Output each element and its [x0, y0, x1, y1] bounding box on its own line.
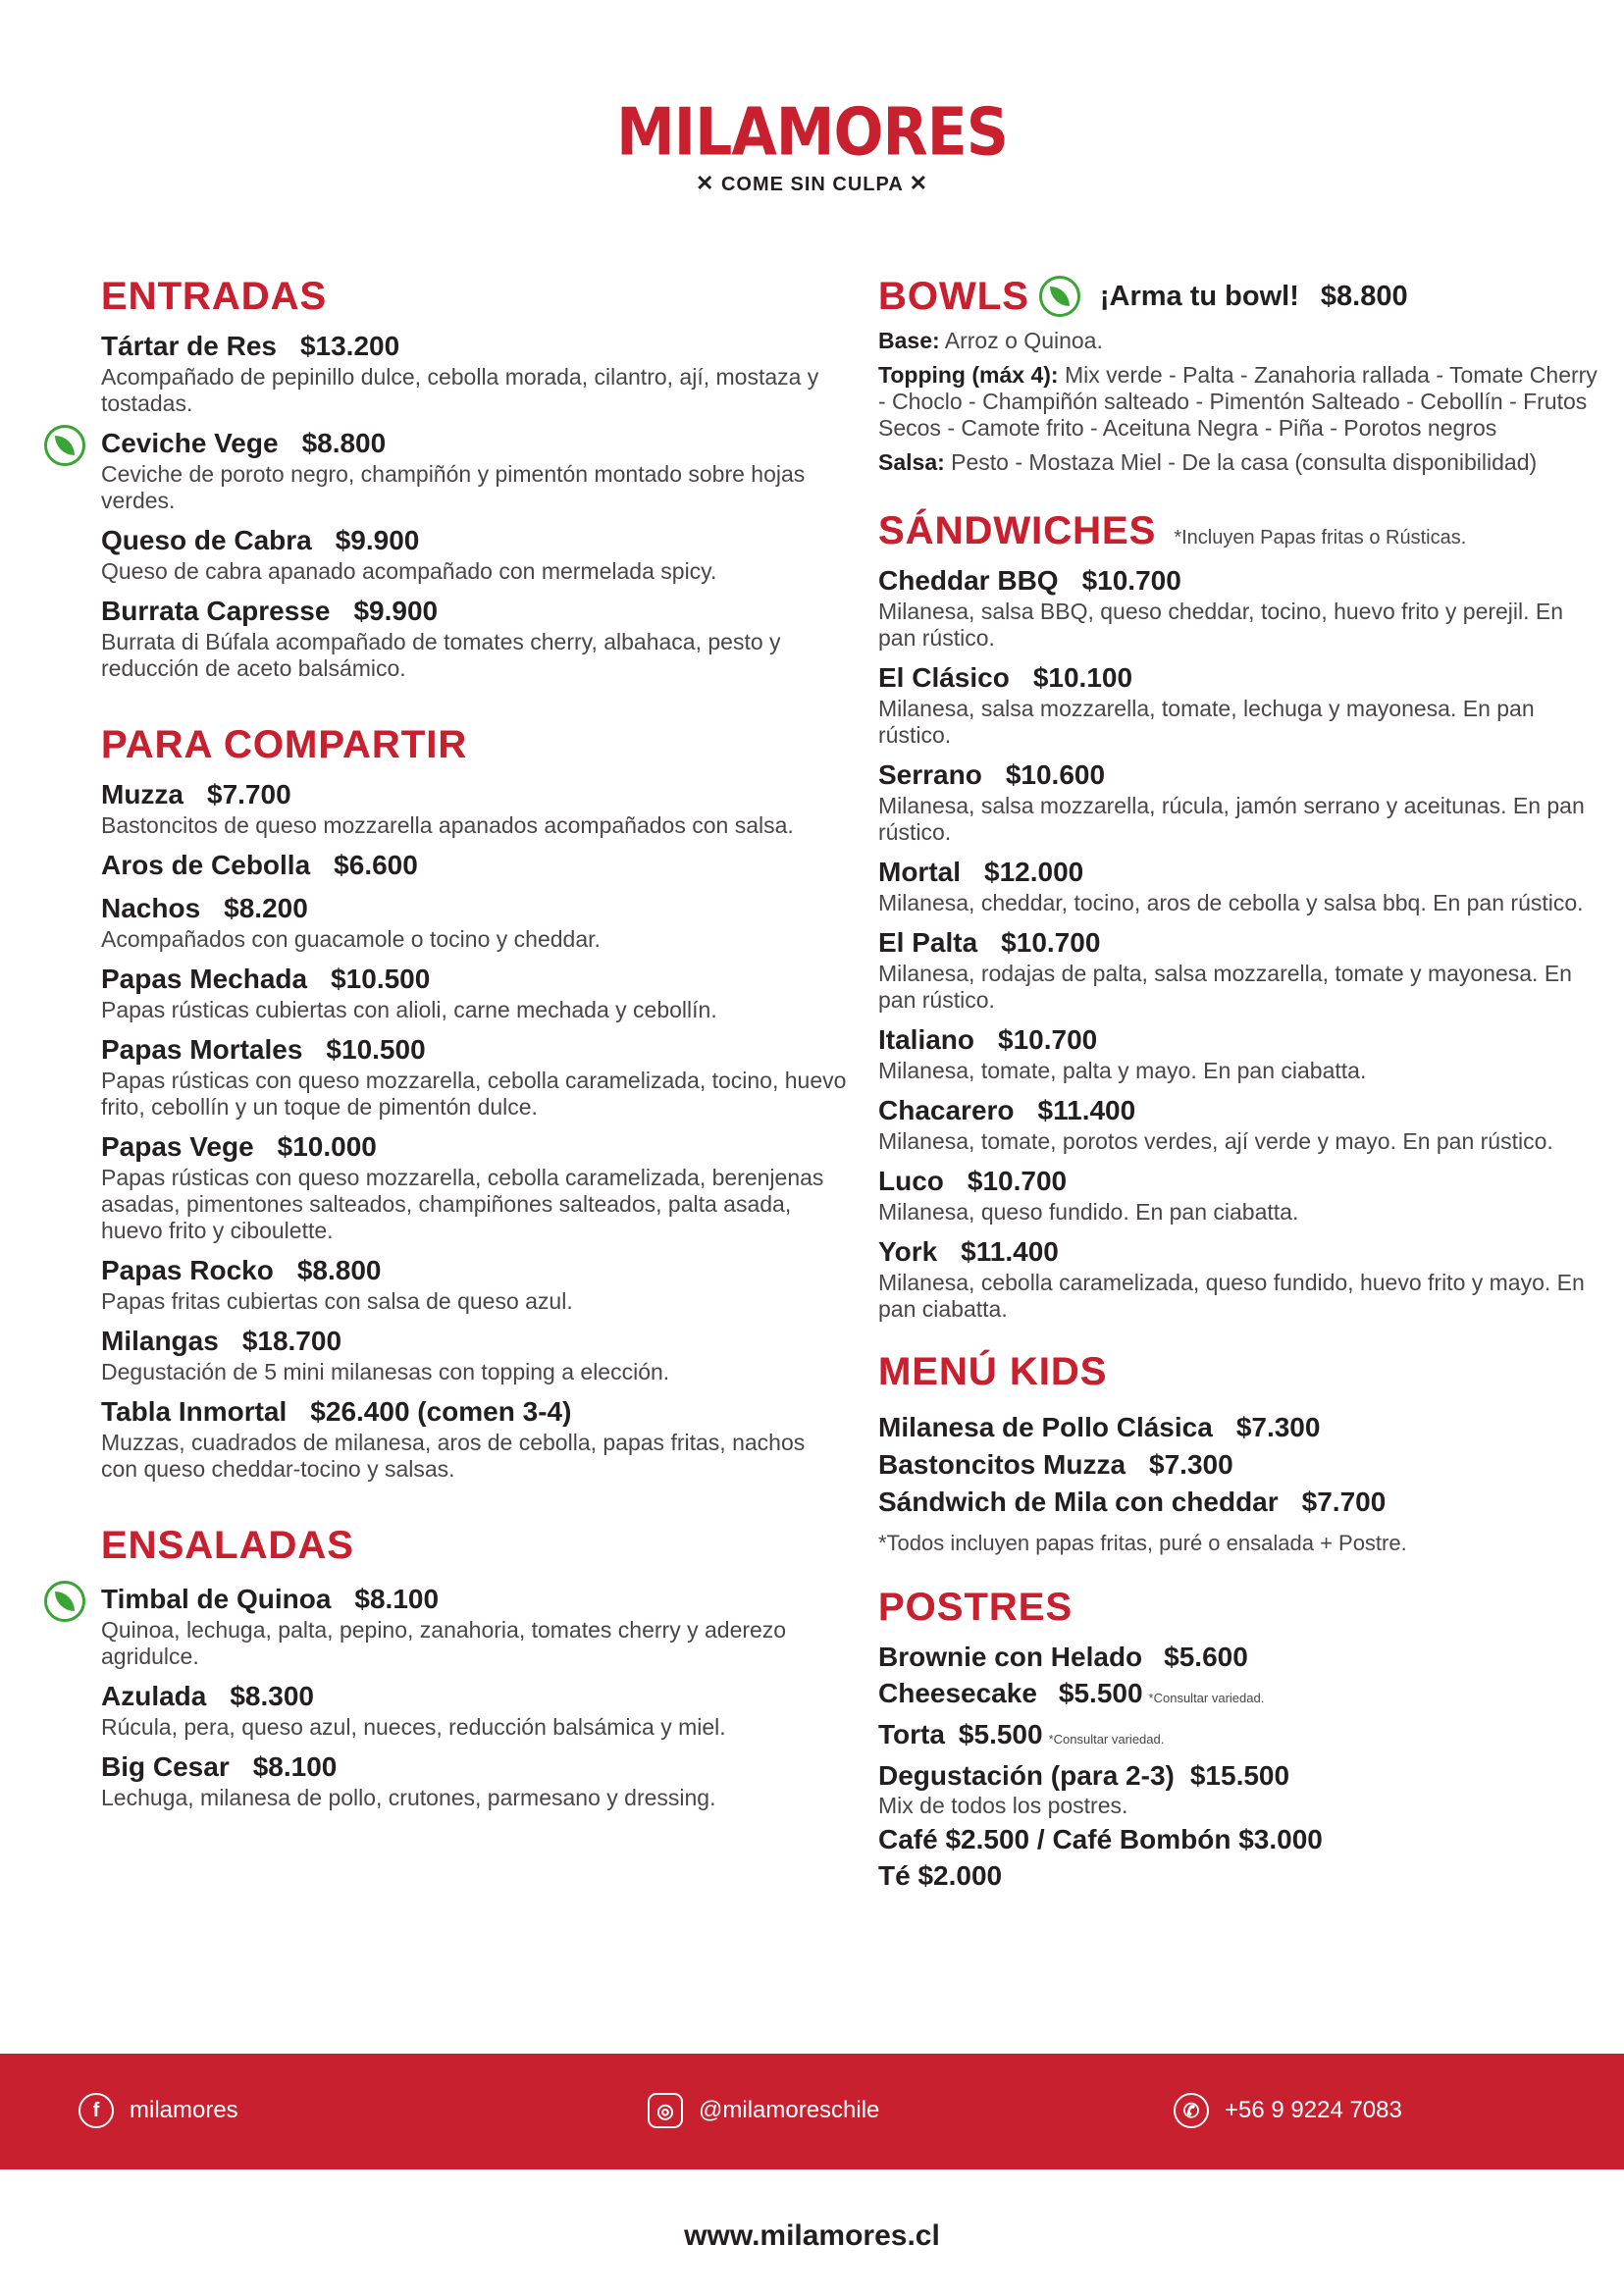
item-description: Papas rústicas cubiertas con alioli, carne mechada y cebollín.: [101, 997, 717, 1022]
item-name: Mortal: [878, 857, 961, 887]
item-title: [878, 1235, 1604, 1269]
item-title: [101, 1395, 847, 1429]
kids-note: *Todos incluyen papas fritas, puré o ensalada + Postre.: [878, 1531, 1407, 1555]
item-name: Italiano: [878, 1024, 975, 1055]
item-price: $26.400 (comen 3-4): [310, 1396, 572, 1427]
logo-tagline-text: COME SIN CULPA: [720, 174, 904, 195]
item-name: Azulada: [101, 1681, 207, 1711]
kids-item: [878, 1409, 1604, 1446]
bowls-base: Base: Arroz o Quinoa.: [878, 328, 1103, 353]
logo-tagline: [0, 171, 1624, 196]
postre-cheesecake: Cheesecake $5.500 *Consultar variedad.: [878, 1678, 1265, 1708]
menu-item: [101, 1750, 847, 1811]
item-description: Quinoa, lechuga, palta, pepino, zanahoria, tomates cherry y aderezo agridulce.: [101, 1617, 787, 1669]
item-name: Big Cesar: [101, 1751, 230, 1782]
item-name: Queso de Cabra: [101, 525, 312, 555]
section-title: POSTRES: [878, 1586, 1074, 1629]
menu-item: [101, 1395, 847, 1483]
bowls-topping: Topping (máx 4): Mix verde - Palta - Zanahoria rallada - Tomate Cherry - Choclo - Champiñón salteado - Pimentón Salteado - Cebollín - Frutos Secos - Camote frito - Aceituna Negra - Piña - Porotos negros: [878, 362, 1598, 441]
menu-item: [878, 661, 1604, 749]
instagram-handle: @milamoreschile: [699, 2097, 880, 2123]
fork-knife-icon: ✕: [909, 171, 929, 195]
item-name: El Palta: [878, 927, 978, 958]
item-name: Papas Rocko: [101, 1255, 274, 1285]
item-title: [101, 595, 847, 628]
item-description: Milanesa, rodajas de palta, salsa mozzarella, tomate y mayonesa. En pan rústico.: [878, 961, 1572, 1013]
item-price: $7.700: [1301, 1487, 1387, 1517]
item-description: Bastoncitos de queso mozzarella apanados acompañados con salsa.: [101, 812, 794, 838]
whatsapp-icon: ✆: [1174, 2093, 1209, 2128]
item-title: [101, 778, 847, 811]
postre-degustacion-desc: Mix de todos los postres.: [878, 1793, 1128, 1818]
logo-name: MILAMORES: [616, 93, 1008, 172]
bowls-arma-label: ¡Arma tu bowl!: [1099, 280, 1299, 312]
postre-te: Té $2.000: [878, 1860, 1003, 1891]
item-name: Ceviche Vege: [101, 428, 279, 458]
item-price: $10.700: [998, 1024, 1098, 1055]
item-price: $8.800: [301, 428, 387, 458]
item-name: Serrano: [878, 759, 982, 790]
item-price: $8.200: [224, 893, 308, 923]
section-ensaladas: [101, 1522, 847, 1811]
item-description: Acompañado de pepinillo dulce, cebolla morada, cilantro, ají, mostaza y tostadas.: [101, 364, 819, 416]
item-name: Muzza: [101, 779, 183, 809]
item-title: [101, 1325, 847, 1358]
item-title: [101, 1254, 847, 1287]
item-title: [878, 1094, 1604, 1127]
item-title: [101, 427, 847, 460]
item-name: Burrata Capresse: [101, 596, 331, 626]
logo: [0, 93, 1624, 196]
item-price: $8.100: [354, 1584, 440, 1614]
item-price: $10.700: [1081, 565, 1181, 596]
item-description: Milanesa, queso fundido. En pan ciabatta.: [878, 1199, 1299, 1225]
menu-item: [101, 524, 847, 585]
item-price: $8.100: [252, 1751, 338, 1782]
vegan-leaf-icon: [44, 425, 85, 466]
item-price: $8.300: [230, 1681, 314, 1711]
bowls-arma: [1100, 281, 1408, 313]
website-link[interactable]: www.milamores.cl: [684, 2219, 940, 2252]
instagram-icon: ◎: [648, 2093, 683, 2128]
menu-item: [101, 849, 847, 882]
footer-bar: [0, 2054, 1624, 2169]
instagram-link[interactable]: [648, 2093, 879, 2128]
item-title: [878, 1023, 1604, 1057]
menu-item: [878, 1235, 1604, 1323]
menu-item: [878, 564, 1604, 652]
item-description: Papas rústicas con queso mozzarella, cebolla caramelizada, tocino, huevo frito, cebollín y un toque de pimentón dulce.: [101, 1068, 847, 1120]
item-price: $9.900: [353, 596, 439, 626]
section-title: BOWLS: [878, 275, 1029, 318]
item-price: $11.400: [1037, 1095, 1136, 1125]
item-name: Cheddar BBQ: [878, 565, 1059, 596]
item-price: $7.300: [1149, 1449, 1233, 1480]
bowls-header: [878, 273, 1604, 320]
item-name: Tártar de Res: [101, 331, 277, 361]
item-title: [101, 1680, 847, 1713]
item-title: [878, 661, 1604, 695]
item-description: Papas fritas cubiertas con salsa de queso azul.: [101, 1288, 573, 1314]
item-title: [101, 1130, 847, 1164]
facebook-icon: f: [79, 2093, 114, 2128]
item-price: $11.400: [961, 1236, 1059, 1267]
item-description: Papas rústicas con queso mozzarella, cebolla caramelizada, berenjenas asadas, pimentones salteados, champiñones salteados, palta asada, huevo frito y ciboulette.: [101, 1165, 824, 1243]
left-column: [101, 273, 847, 1851]
postre-torta: Torta $5.500 *Consultar variedad.: [878, 1719, 1165, 1749]
item-name: Milanesa de Pollo Clásica: [878, 1412, 1213, 1442]
menu-item: [101, 1680, 847, 1741]
item-description: Ceviche de poroto negro, champiñón y pimentón montado sobre hojas verdes.: [101, 461, 806, 513]
postre-cafe: Café $2.500 / Café Bombón $3.000: [878, 1824, 1323, 1854]
section-menu-kids: [878, 1348, 1604, 1556]
item-description: Acompañados con guacamole o tocino y cheddar.: [101, 926, 601, 952]
item-title: [101, 1750, 847, 1784]
phone-number: +56 9 9224 7083: [1225, 2097, 1402, 2123]
item-name: Tabla Inmortal: [101, 1396, 288, 1427]
item-price: $7.300: [1235, 1412, 1321, 1442]
section-title: ENTRADAS: [101, 275, 328, 318]
menu-item: [878, 758, 1604, 846]
item-description: Milanesa, salsa BBQ, queso cheddar, tocino, huevo frito y perejil. En pan rústico.: [878, 599, 1564, 651]
item-name: El Clásico: [878, 662, 1010, 693]
item-title: [101, 963, 847, 996]
section-bowls: [878, 273, 1604, 476]
bowls-price: $8.800: [1320, 280, 1408, 312]
item-price: $12.000: [984, 857, 1084, 887]
menu-item: [101, 330, 847, 417]
section-title: SÁNDWICHES: [878, 509, 1157, 552]
section-entradas: [101, 273, 847, 682]
menu-item: [101, 1130, 847, 1244]
item-price: $10.100: [1032, 662, 1133, 693]
postre-degustacion: Degustación (para 2-3) $15.500: [878, 1760, 1290, 1791]
menu-item: [101, 595, 847, 682]
menu-item: [101, 963, 847, 1023]
item-price: $13.200: [299, 331, 400, 361]
kids-item: [878, 1446, 1604, 1484]
menu-item: [101, 1325, 847, 1385]
item-price: $18.700: [241, 1326, 342, 1356]
item-name: York: [878, 1236, 938, 1267]
item-title: [101, 849, 847, 882]
section-sandwiches: [878, 507, 1604, 1323]
item-name: Aros de Cebolla: [101, 850, 311, 880]
sandwiches-note: *Incluyen Papas fritas o Rústicas.: [1174, 527, 1467, 548]
item-description: Milanesa, salsa mozzarella, rúcula, jamón serrano y aceitunas. En pan rústico.: [878, 793, 1585, 845]
postre-brownie: Brownie con Helado $5.600: [878, 1642, 1248, 1672]
item-name: Nachos: [101, 893, 201, 923]
menu-item: [101, 1254, 847, 1315]
item-title: [878, 1165, 1604, 1198]
item-description: Milanesa, salsa mozzarella, tomate, lechuga y mayonesa. En pan rústico.: [878, 696, 1535, 748]
menu-item: [101, 892, 847, 953]
vegan-leaf-icon: [1039, 276, 1080, 317]
item-description: Degustación de 5 mini milanesas con topping a elección.: [101, 1359, 670, 1384]
item-description: Milanesa, tomate, palta y mayo. En pan ciabatta.: [878, 1058, 1367, 1083]
section-title: PARA COMPARTIR: [101, 723, 468, 766]
item-description: Milanesa, tomate, porotos verdes, ají verde y mayo. En pan rústico.: [878, 1128, 1553, 1154]
item-title: [878, 758, 1604, 792]
item-name: Papas Vege: [101, 1131, 254, 1162]
bowls-salsa: Salsa: Pesto - Mostaza Miel - De la casa (consulta disponibilidad): [878, 449, 1538, 475]
menu-item: [878, 1094, 1604, 1155]
item-name: Milangas: [101, 1326, 219, 1356]
section-title: MENÚ KIDS: [878, 1350, 1108, 1393]
item-price: $9.900: [335, 525, 420, 555]
item-price: $10.500: [331, 964, 431, 994]
phone-link[interactable]: [1174, 2093, 1402, 2128]
menu-item: [101, 1583, 847, 1670]
menu-item: [878, 1023, 1604, 1084]
item-price: $10.000: [277, 1131, 377, 1162]
facebook-link[interactable]: [79, 2093, 238, 2128]
item-price: $8.800: [296, 1255, 382, 1285]
item-name: Sándwich de Mila con cheddar: [878, 1487, 1279, 1517]
menu-item: [878, 856, 1604, 916]
item-description: Milanesa, cheddar, tocino, aros de cebolla y salsa bbq. En pan rústico.: [878, 890, 1584, 915]
item-title: [101, 330, 847, 363]
fork-knife-icon: ✕: [695, 171, 715, 195]
sandwiches-header: [878, 507, 1604, 554]
item-description: Lechuga, milanesa de pollo, crutones, parmesano y dressing.: [101, 1785, 716, 1810]
facebook-handle: milamores: [130, 2097, 238, 2123]
menu-item: [878, 926, 1604, 1014]
item-price: $10.500: [326, 1034, 426, 1065]
item-description: Burrata di Búfala acompañado de tomates cherry, albahaca, pesto y reducción de aceto balsámico.: [101, 629, 781, 681]
kids-item: [878, 1484, 1604, 1521]
item-title: [101, 524, 847, 557]
section-para-compartir: [101, 721, 847, 1483]
menu-item: [101, 778, 847, 839]
section-postres: [878, 1584, 1604, 1894]
item-description: Milanesa, cebolla caramelizada, queso fundido, huevo frito y mayo. En pan ciabatta.: [878, 1270, 1585, 1322]
item-name: Timbal de Quinoa: [101, 1584, 332, 1614]
item-price: $10.700: [967, 1166, 1068, 1196]
menu-item: [878, 1165, 1604, 1226]
item-description: Rúcula, pera, queso azul, nueces, reducción balsámica y miel.: [101, 1714, 726, 1740]
item-description: Queso de cabra apanado acompañado con mermelada spicy.: [101, 558, 717, 584]
item-name: Chacarero: [878, 1095, 1015, 1125]
item-title: [101, 892, 847, 925]
menu-item: [101, 427, 847, 514]
item-price: $10.600: [1005, 759, 1106, 790]
item-price: $7.700: [207, 779, 291, 809]
item-name: Papas Mechada: [101, 964, 308, 994]
item-price: $10.700: [1001, 927, 1101, 958]
item-title: [878, 856, 1604, 889]
item-title: [101, 1583, 847, 1616]
right-column: [878, 273, 1604, 1933]
item-title: [878, 564, 1604, 598]
item-title: [878, 926, 1604, 960]
section-title: ENSALADAS: [101, 1524, 354, 1567]
vegan-leaf-icon: [44, 1581, 85, 1622]
item-name: Bastoncitos Muzza: [878, 1449, 1126, 1480]
item-price: $6.600: [334, 850, 418, 880]
item-description: Muzzas, cuadrados de milanesa, aros de cebolla, papas fritas, nachos con queso cheddar-tocino y salsas.: [101, 1430, 806, 1482]
item-name: Papas Mortales: [101, 1034, 303, 1065]
menu-item: [101, 1033, 847, 1121]
item-title: [101, 1033, 847, 1067]
item-name: Luco: [878, 1166, 944, 1196]
